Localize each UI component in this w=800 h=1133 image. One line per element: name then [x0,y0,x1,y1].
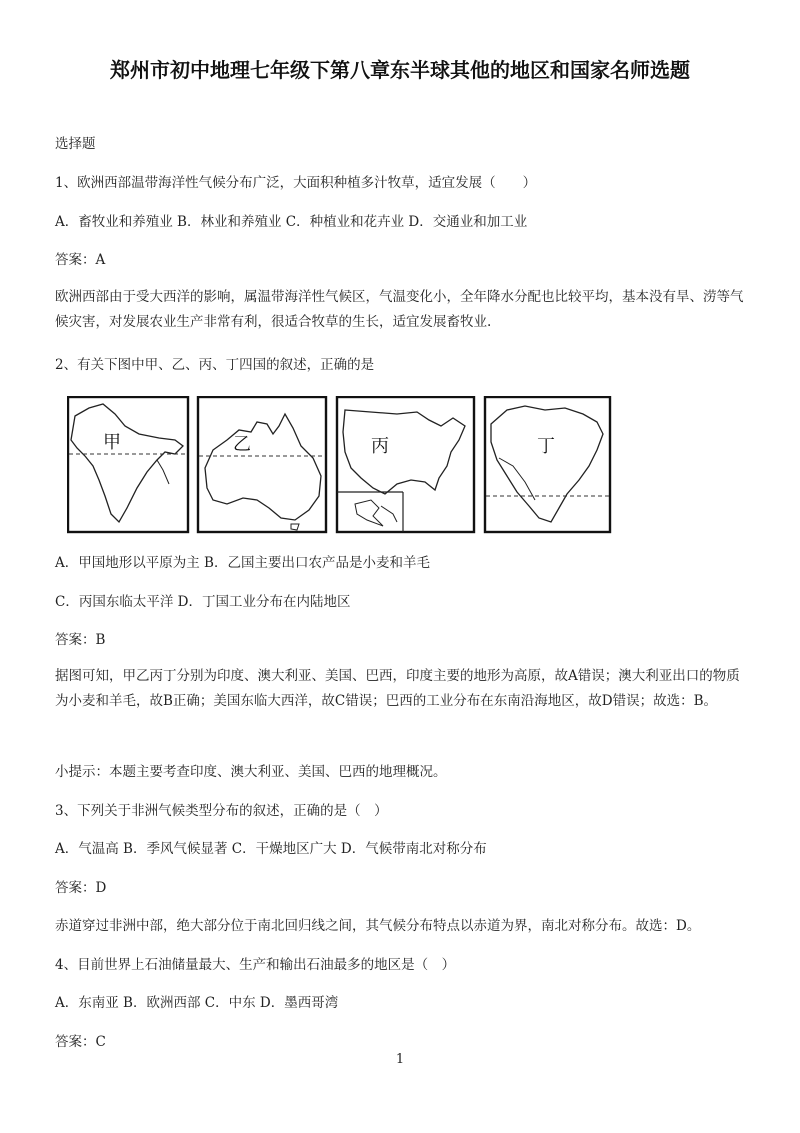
q1-options: A．畜牧业和养殖业 B．林业和养殖业 C．种植业和花卉业 D．交通业和加工业 [55,214,528,230]
map-label-ding: 丁 [537,436,555,457]
q2-answer: 答案：B [55,632,106,648]
map-brazil [485,397,610,532]
q2-explanation: 据图可知，甲乙丙丁分别为印度、澳大利亚、美国、巴西，印度主要的地形为高原，故A错误；澳大利亚出口的物质为小麦和羊毛，故B正确；美国东临大西洋，故C错误；巴西的工业分布在东南沿海地区，故D错误；故选：B。 [55,668,740,709]
q1-explanation: 欧洲西部由于受大西洋的影响，属温带海洋性气候区，气温变化小，全年降水分配也比较平均，基本没有旱、涝等气候灾害，对发展农业生产非常有利，很适合牧草的生长，适宜发展畜牧业. [55,289,744,330]
map-label-yi: 乙 [233,434,251,455]
map-australia [198,397,326,532]
q2-question: 2、有关下图中甲、乙、丙、丁四国的叙述，正确的是 [55,357,375,373]
q4-question: 4、目前世界上石油储量最大、生产和输出石油最多的地区是（ ） [55,957,456,973]
page-number: 1 [395,1052,405,1067]
q3-question: 3、下列关于非洲气候类型分布的叙述，正确的是（ ） [55,803,388,819]
q3-options: A．气温高 B．季风气候显著 C．干燥地区广大 D．气候带南北对称分布 [55,841,487,857]
map-india [68,397,188,532]
country-maps-figure [67,396,612,534]
map-label-jia: 甲 [103,432,121,453]
q3-answer: 答案：D [55,880,107,896]
q3-explanation: 赤道穿过非洲中部，绝大部分位于南北回归线之间，其气候分布特点以赤道为界，南北对称分布。故选：D。 [55,918,701,934]
q1-question: 1、欧洲西部温带海洋性气候分布广泛，大面积种植多汁牧草，适宜发展（ ） [55,175,537,191]
q4-options: A．东南亚 B．欧洲西部 C．中东 D．墨西哥湾 [55,995,339,1011]
q2-options-line2: C．丙国东临太平洋 D．丁国工业分布在内陆地区 [55,594,351,610]
q2-options-line1: A．甲国地形以平原为主 B．乙国主要出口农产品是小麦和羊毛 [55,555,430,571]
q2-tip: 小提示：本题主要考查印度、澳大利亚、美国、巴西的地理概况。 [55,764,447,780]
page-title: 郑州市初中地理七年级下第八章东半球其他的地区和国家名师选题 [110,58,690,82]
map-usa [337,397,474,532]
q1-answer: 答案：A [55,252,106,268]
map-label-bing: 丙 [371,436,389,457]
section-heading: 选择题 [55,136,96,152]
q4-answer: 答案：C [55,1034,106,1050]
